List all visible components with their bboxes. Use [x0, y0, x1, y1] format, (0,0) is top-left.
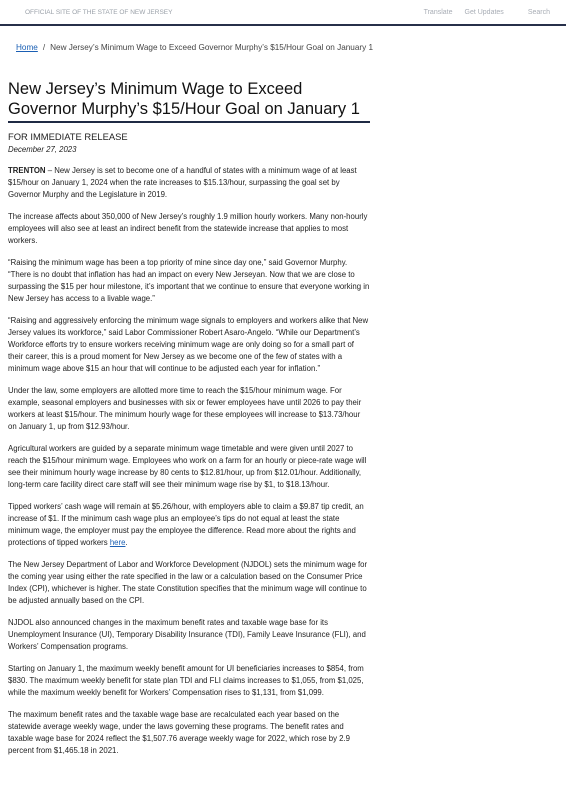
- translate-link[interactable]: Translate: [423, 8, 453, 16]
- breadcrumb-home-link[interactable]: Home: [16, 43, 38, 52]
- paragraph-6: Agricultural workers are guided by a separate minimum wage timetable and were given until 2027 to reach the $15/hour minimum wage. Employees who work on a farm for an hourly or piece-rate wage will see their minimum hourly wage increase by 80 cents to $12.81/hour, up from $12.01/hour. Additionally, long-term care facility direct care staff will see their minimum wage rise by $1, to $18.13/hour.: [8, 444, 367, 489]
- paragraph-9: NJDOL also announced changes in the maximum benefit rates and taxable wage base for its Unemployment Insurance (UI), Temporary Disability Insurance (TDI), Family Leave Insurance (FLI), and Workers’ Compensation programs.: [8, 618, 366, 651]
- paragraph-2: The increase affects about 350,000 of New Jersey’s roughly 1.9 million hourly workers. Many non-hourly employees will also see at least an indirect benefit from the statewide increase that applies to most workers.: [8, 212, 368, 245]
- release-label: FOR IMMEDIATE RELEASE: [8, 131, 128, 142]
- paragraph-7: Tipped workers’ cash wage will remain at $5.26/hour, with employers able to claim a $9.87 tip credit, an increase of $1. If the minimum cash wage plus an employee’s tips do not equal at least the state minimum wage, the employer must pay the employee the difference. Read more about the rights and protections of tipped workers here.: [8, 502, 364, 547]
- paragraph-11: The maximum benefit rates and the taxable wage base are recalculated each year based on the statewide average weekly wage, under the laws governing these programs. The benefit rates and taxable wage base for 2024 reflect the $1,507.76 average weekly wage for 2022, which rose by 2.9 percent from $1,465.18 in 2021.: [8, 710, 350, 755]
- page-title: New Jersey’s Minimum Wage to Exceed Governor Murphy’s $15/Hour Goal on January 1: [8, 79, 370, 123]
- dateline: TRENTON: [8, 166, 46, 175]
- top-bar: [0, 0, 566, 26]
- breadcrumb: [16, 43, 566, 52]
- release-date: December 27, 2023: [8, 145, 77, 154]
- official-site-label: OFFICIAL SITE OF THE STATE OF NEW JERSEY: [25, 8, 173, 16]
- get-updates-link[interactable]: Get Updates: [464, 8, 504, 16]
- tipped-workers-link[interactable]: here: [109, 538, 126, 547]
- search-link[interactable]: Search: [527, 8, 550, 16]
- paragraph-3: “Raising the minimum wage has been a top priority of mine since day one,” said Governor Murphy. “There is no doubt that inflation has had an impact on every New Jerseyan. Now that we are close to surpassing the $15 per hour milestone, it’s important that we continue to ensure that everyone working in New Jersey has access to a livable wage.”: [8, 258, 370, 303]
- article: [0, 79, 378, 757]
- paragraph-4: “Raising and aggressively enforcing the minimum wage signals to employers and workers alike that New Jersey values its workforce,” said Labor Commissioner Robert Asaro-Angelo. “While our Department’s Workforce efforts try to ensure workers receiving minimum wage are only doing so for a small part of their career, this is a proud moment for New Jersey as we become one of the few of states with a minimum wage above $15 an hour that will continue to be adjusted each year for inflation.”: [8, 316, 369, 373]
- paragraph-1: TRENTON – New Jersey is set to become one of a handful of states with a minimum wage of at least $15/hour on January 1, 2024 when the rate increases to $15.13/hour, surpassing the goal set by Governor Murphy and the Legislature in 2019.: [8, 166, 357, 199]
- top-nav: [424, 9, 550, 16]
- paragraph-10: Starting on January 1, the maximum weekly benefit amount for UI beneficiaries increases to $854, from $830. The maximum weekly benefit for state plan TDI and FLI claims increases to $1,055, from $1,025, while the maximum weekly benefit for Workers’ Compensation rises to $1,131, from $1,099.: [8, 664, 364, 697]
- paragraph-8: The New Jersey Department of Labor and Workforce Development (NJDOL) sets the minimum wage for the coming year using either the rate specified in the law or a calculation based on the Consumer Price Index (CPI), whichever is higher. The state Constitution specifies that the minimum wage will continue to be adjusted annually based on the CPI.: [8, 560, 368, 605]
- breadcrumb-current: New Jersey’s Minimum Wage to Exceed Governor Murphy’s $15/Hour Goal on January 1: [50, 43, 374, 52]
- breadcrumb-separator: /: [42, 43, 46, 52]
- paragraph-5: Under the law, some employers are allotted more time to reach the $15/hour minimum wage. For example, seasonal employers and businesses with six or fewer employees have until 2026 to pay their workers at least $15/hour. The minimum hourly wage for these employees will increase to $13.73/hour on January 1, up from $12.93/hour.: [8, 386, 362, 431]
